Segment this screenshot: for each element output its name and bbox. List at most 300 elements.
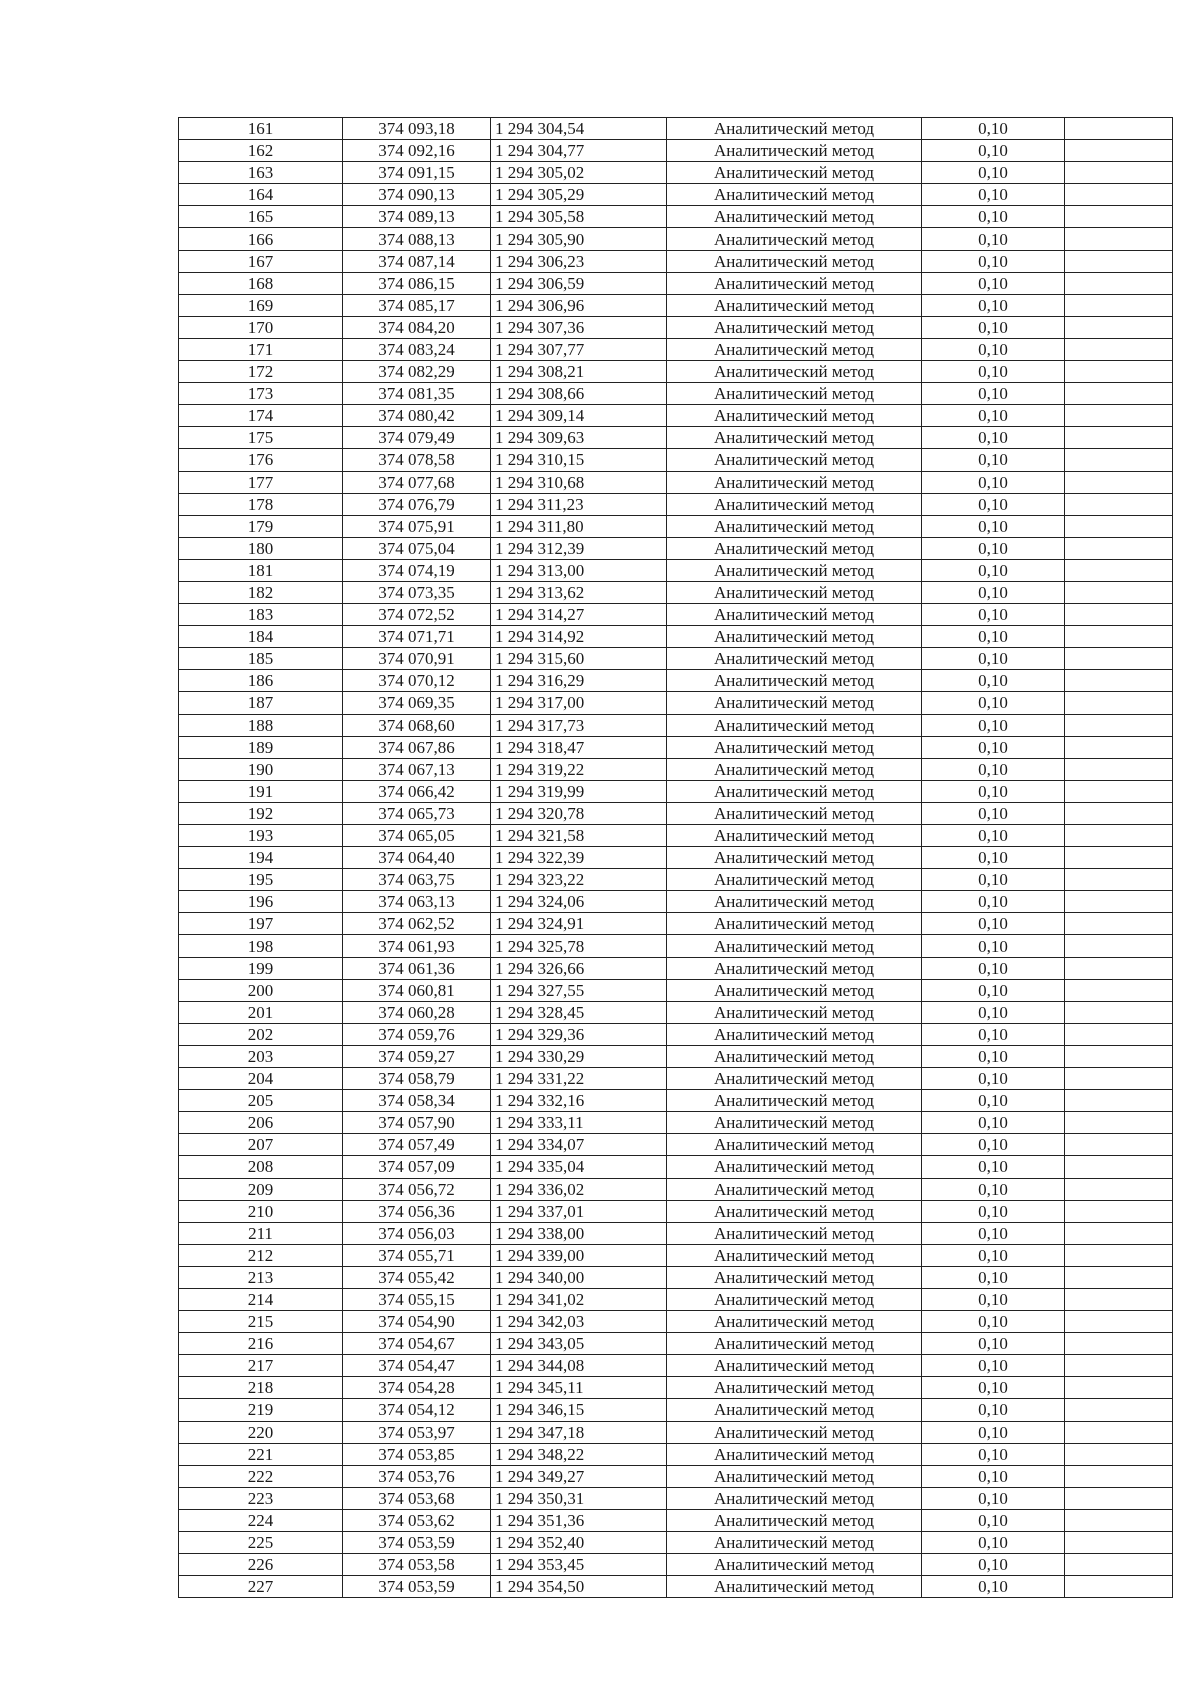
point-number-cell: 171 [179,338,343,360]
y-coordinate-cell: 1 294 347,18 [491,1421,667,1443]
point-number-cell: 222 [179,1465,343,1487]
empty-cell [1065,1532,1173,1554]
table-row [179,604,1173,626]
x-coordinate-cell: 374 063,13 [343,891,491,913]
y-coordinate-cell: 1 294 308,66 [491,383,667,405]
x-coordinate-cell: 374 080,42 [343,405,491,427]
x-coordinate-cell: 374 067,86 [343,736,491,758]
table-row [179,1222,1173,1244]
x-coordinate-cell: 374 054,47 [343,1355,491,1377]
table-row [179,626,1173,648]
point-number-cell: 205 [179,1090,343,1112]
method-cell: Аналитический метод [667,405,922,427]
table-row [179,1134,1173,1156]
y-coordinate-cell: 1 294 310,15 [491,449,667,471]
y-coordinate-cell: 1 294 312,39 [491,537,667,559]
point-number-cell: 190 [179,758,343,780]
table-row [179,427,1173,449]
empty-cell [1065,1266,1173,1288]
x-coordinate-cell: 374 076,79 [343,493,491,515]
point-number-cell: 191 [179,780,343,802]
y-coordinate-cell: 1 294 350,31 [491,1487,667,1509]
point-number-cell: 221 [179,1443,343,1465]
point-number-cell: 202 [179,1023,343,1045]
method-cell: Аналитический метод [667,1443,922,1465]
method-cell: Аналитический метод [667,825,922,847]
table-row [179,1465,1173,1487]
empty-cell [1065,162,1173,184]
point-number-cell: 166 [179,228,343,250]
x-coordinate-cell: 374 065,05 [343,825,491,847]
table-row [179,891,1173,913]
y-coordinate-cell: 1 294 348,22 [491,1443,667,1465]
x-coordinate-cell: 374 057,49 [343,1134,491,1156]
point-number-cell: 161 [179,118,343,140]
table-row [179,1576,1173,1598]
empty-cell [1065,294,1173,316]
error-cell: 0,10 [922,1178,1065,1200]
y-coordinate-cell: 1 294 337,01 [491,1200,667,1222]
point-number-cell: 207 [179,1134,343,1156]
method-cell: Аналитический метод [667,1487,922,1509]
error-cell: 0,10 [922,250,1065,272]
error-cell: 0,10 [922,802,1065,824]
empty-cell [1065,780,1173,802]
point-number-cell: 223 [179,1487,343,1509]
empty-cell [1065,537,1173,559]
y-coordinate-cell: 1 294 319,22 [491,758,667,780]
x-coordinate-cell: 374 053,62 [343,1509,491,1531]
error-cell: 0,10 [922,758,1065,780]
method-cell: Аналитический метод [667,1509,922,1531]
method-cell: Аналитический метод [667,559,922,581]
y-coordinate-cell: 1 294 344,08 [491,1355,667,1377]
y-coordinate-cell: 1 294 307,36 [491,316,667,338]
empty-cell [1065,692,1173,714]
point-number-cell: 212 [179,1244,343,1266]
coordinates-table-body [179,118,1173,1598]
method-cell: Аналитический метод [667,361,922,383]
point-number-cell: 208 [179,1156,343,1178]
table-row [179,1487,1173,1509]
point-number-cell: 165 [179,206,343,228]
x-coordinate-cell: 374 085,17 [343,294,491,316]
method-cell: Аналитический метод [667,1355,922,1377]
point-number-cell: 170 [179,316,343,338]
x-coordinate-cell: 374 053,85 [343,1443,491,1465]
method-cell: Аналитический метод [667,1288,922,1310]
table-row [179,957,1173,979]
method-cell: Аналитический метод [667,1399,922,1421]
empty-cell [1065,493,1173,515]
table-row [179,294,1173,316]
y-coordinate-cell: 1 294 329,36 [491,1023,667,1045]
error-cell: 0,10 [922,581,1065,603]
x-coordinate-cell: 374 059,76 [343,1023,491,1045]
empty-cell [1065,891,1173,913]
empty-cell [1065,1222,1173,1244]
x-coordinate-cell: 374 081,35 [343,383,491,405]
x-coordinate-cell: 374 065,73 [343,802,491,824]
method-cell: Аналитический метод [667,1178,922,1200]
point-number-cell: 189 [179,736,343,758]
error-cell: 0,10 [922,670,1065,692]
x-coordinate-cell: 374 060,81 [343,979,491,1001]
point-number-cell: 177 [179,471,343,493]
method-cell: Аналитический метод [667,118,922,140]
error-cell: 0,10 [922,1112,1065,1134]
method-cell: Аналитический метод [667,1023,922,1045]
y-coordinate-cell: 1 294 324,91 [491,913,667,935]
empty-cell [1065,1576,1173,1598]
y-coordinate-cell: 1 294 333,11 [491,1112,667,1134]
table-row [179,1399,1173,1421]
error-cell: 0,10 [922,559,1065,581]
error-cell: 0,10 [922,1465,1065,1487]
table-row [179,338,1173,360]
method-cell: Аналитический метод [667,604,922,626]
table-row [179,537,1173,559]
y-coordinate-cell: 1 294 342,03 [491,1311,667,1333]
x-coordinate-cell: 374 057,09 [343,1156,491,1178]
x-coordinate-cell: 374 060,28 [343,1001,491,1023]
error-cell: 0,10 [922,1399,1065,1421]
empty-cell [1065,383,1173,405]
method-cell: Аналитический метод [667,1068,922,1090]
method-cell: Аналитический метод [667,758,922,780]
point-number-cell: 179 [179,515,343,537]
x-coordinate-cell: 374 054,28 [343,1377,491,1399]
error-cell: 0,10 [922,1532,1065,1554]
x-coordinate-cell: 374 072,52 [343,604,491,626]
point-number-cell: 218 [179,1377,343,1399]
error-cell: 0,10 [922,714,1065,736]
point-number-cell: 206 [179,1112,343,1134]
y-coordinate-cell: 1 294 317,00 [491,692,667,714]
method-cell: Аналитический метод [667,935,922,957]
y-coordinate-cell: 1 294 332,16 [491,1090,667,1112]
error-cell: 0,10 [922,1200,1065,1222]
error-cell: 0,10 [922,405,1065,427]
y-coordinate-cell: 1 294 315,60 [491,648,667,670]
x-coordinate-cell: 374 070,12 [343,670,491,692]
method-cell: Аналитический метод [667,1134,922,1156]
point-number-cell: 172 [179,361,343,383]
method-cell: Аналитический метод [667,228,922,250]
empty-cell [1065,1090,1173,1112]
x-coordinate-cell: 374 093,18 [343,118,491,140]
point-number-cell: 199 [179,957,343,979]
table-row [179,515,1173,537]
table-row [179,758,1173,780]
x-coordinate-cell: 374 066,42 [343,780,491,802]
x-coordinate-cell: 374 063,75 [343,869,491,891]
point-number-cell: 226 [179,1554,343,1576]
error-cell: 0,10 [922,228,1065,250]
table-row [179,1443,1173,1465]
table-row [179,1244,1173,1266]
error-cell: 0,10 [922,913,1065,935]
table-row [179,361,1173,383]
error-cell: 0,10 [922,1443,1065,1465]
x-coordinate-cell: 374 053,76 [343,1465,491,1487]
y-coordinate-cell: 1 294 306,96 [491,294,667,316]
empty-cell [1065,140,1173,162]
point-number-cell: 167 [179,250,343,272]
error-cell: 0,10 [922,1377,1065,1399]
x-coordinate-cell: 374 075,04 [343,537,491,559]
table-row [179,272,1173,294]
table-row [179,206,1173,228]
empty-cell [1065,1001,1173,1023]
error-cell: 0,10 [922,1487,1065,1509]
point-number-cell: 169 [179,294,343,316]
method-cell: Аналитический метод [667,1200,922,1222]
x-coordinate-cell: 374 092,16 [343,140,491,162]
x-coordinate-cell: 374 084,20 [343,316,491,338]
method-cell: Аналитический метод [667,626,922,648]
point-number-cell: 215 [179,1311,343,1333]
method-cell: Аналитический метод [667,1156,922,1178]
method-cell: Аналитический метод [667,1001,922,1023]
point-number-cell: 184 [179,626,343,648]
empty-cell [1065,869,1173,891]
method-cell: Аналитический метод [667,714,922,736]
table-row [179,670,1173,692]
error-cell: 0,10 [922,1244,1065,1266]
table-row [179,979,1173,1001]
x-coordinate-cell: 374 054,67 [343,1333,491,1355]
x-coordinate-cell: 374 074,19 [343,559,491,581]
y-coordinate-cell: 1 294 314,27 [491,604,667,626]
empty-cell [1065,1112,1173,1134]
y-coordinate-cell: 1 294 322,39 [491,847,667,869]
y-coordinate-cell: 1 294 323,22 [491,869,667,891]
error-cell: 0,10 [922,1023,1065,1045]
y-coordinate-cell: 1 294 319,99 [491,780,667,802]
method-cell: Аналитический метод [667,1554,922,1576]
y-coordinate-cell: 1 294 336,02 [491,1178,667,1200]
table-row [179,692,1173,714]
y-coordinate-cell: 1 294 330,29 [491,1045,667,1067]
empty-cell [1065,316,1173,338]
error-cell: 0,10 [922,1156,1065,1178]
x-coordinate-cell: 374 075,91 [343,515,491,537]
y-coordinate-cell: 1 294 313,00 [491,559,667,581]
method-cell: Аналитический метод [667,272,922,294]
error-cell: 0,10 [922,118,1065,140]
table-row [179,449,1173,471]
y-coordinate-cell: 1 294 304,54 [491,118,667,140]
empty-cell [1065,670,1173,692]
point-number-cell: 211 [179,1222,343,1244]
table-row [179,471,1173,493]
x-coordinate-cell: 374 087,14 [343,250,491,272]
table-row [179,581,1173,603]
x-coordinate-cell: 374 054,90 [343,1311,491,1333]
empty-cell [1065,427,1173,449]
method-cell: Аналитический метод [667,427,922,449]
empty-cell [1065,1509,1173,1531]
method-cell: Аналитический метод [667,162,922,184]
empty-cell [1065,1244,1173,1266]
table-row [179,825,1173,847]
point-number-cell: 220 [179,1421,343,1443]
empty-cell [1065,1134,1173,1156]
empty-cell [1065,979,1173,1001]
empty-cell [1065,1288,1173,1310]
error-cell: 0,10 [922,869,1065,891]
empty-cell [1065,825,1173,847]
method-cell: Аналитический метод [667,780,922,802]
method-cell: Аналитический метод [667,913,922,935]
y-coordinate-cell: 1 294 305,90 [491,228,667,250]
error-cell: 0,10 [922,891,1065,913]
point-number-cell: 185 [179,648,343,670]
error-cell: 0,10 [922,1509,1065,1531]
point-number-cell: 175 [179,427,343,449]
table-row [179,1045,1173,1067]
error-cell: 0,10 [922,935,1065,957]
error-cell: 0,10 [922,294,1065,316]
table-row [179,118,1173,140]
y-coordinate-cell: 1 294 351,36 [491,1509,667,1531]
table-row [179,1178,1173,1200]
error-cell: 0,10 [922,162,1065,184]
method-cell: Аналитический метод [667,891,922,913]
point-number-cell: 210 [179,1200,343,1222]
y-coordinate-cell: 1 294 352,40 [491,1532,667,1554]
point-number-cell: 217 [179,1355,343,1377]
method-cell: Аналитический метод [667,184,922,206]
method-cell: Аналитический метод [667,250,922,272]
empty-cell [1065,515,1173,537]
table-row [179,1421,1173,1443]
method-cell: Аналитический метод [667,869,922,891]
y-coordinate-cell: 1 294 335,04 [491,1156,667,1178]
y-coordinate-cell: 1 294 316,29 [491,670,667,692]
method-cell: Аналитический метод [667,1112,922,1134]
empty-cell [1065,1377,1173,1399]
y-coordinate-cell: 1 294 309,14 [491,405,667,427]
method-cell: Аналитический метод [667,294,922,316]
point-number-cell: 188 [179,714,343,736]
y-coordinate-cell: 1 294 306,23 [491,250,667,272]
x-coordinate-cell: 374 073,35 [343,581,491,603]
method-cell: Аналитический метод [667,493,922,515]
x-coordinate-cell: 374 071,71 [343,626,491,648]
error-cell: 0,10 [922,1554,1065,1576]
point-number-cell: 200 [179,979,343,1001]
y-coordinate-cell: 1 294 321,58 [491,825,667,847]
method-cell: Аналитический метод [667,802,922,824]
empty-cell [1065,1443,1173,1465]
point-number-cell: 194 [179,847,343,869]
x-coordinate-cell: 374 091,15 [343,162,491,184]
table-row [179,140,1173,162]
x-coordinate-cell: 374 077,68 [343,471,491,493]
table-row [179,162,1173,184]
empty-cell [1065,1156,1173,1178]
error-cell: 0,10 [922,338,1065,360]
empty-cell [1065,471,1173,493]
x-coordinate-cell: 374 055,71 [343,1244,491,1266]
error-cell: 0,10 [922,361,1065,383]
point-number-cell: 203 [179,1045,343,1067]
table-row [179,405,1173,427]
point-number-cell: 224 [179,1509,343,1531]
empty-cell [1065,626,1173,648]
method-cell: Аналитический метод [667,1090,922,1112]
point-number-cell: 181 [179,559,343,581]
y-coordinate-cell: 1 294 310,68 [491,471,667,493]
error-cell: 0,10 [922,1266,1065,1288]
error-cell: 0,10 [922,626,1065,648]
table-row [179,1311,1173,1333]
x-coordinate-cell: 374 086,15 [343,272,491,294]
coordinates-table [178,117,1173,1598]
table-row [179,493,1173,515]
table-row [179,913,1173,935]
y-coordinate-cell: 1 294 317,73 [491,714,667,736]
table-row [179,648,1173,670]
method-cell: Аналитический метод [667,316,922,338]
error-cell: 0,10 [922,471,1065,493]
point-number-cell: 196 [179,891,343,913]
method-cell: Аналитический метод [667,1532,922,1554]
y-coordinate-cell: 1 294 327,55 [491,979,667,1001]
table-row [179,802,1173,824]
method-cell: Аналитический метод [667,736,922,758]
empty-cell [1065,1465,1173,1487]
x-coordinate-cell: 374 070,91 [343,648,491,670]
empty-cell [1065,559,1173,581]
x-coordinate-cell: 374 089,13 [343,206,491,228]
point-number-cell: 209 [179,1178,343,1200]
y-coordinate-cell: 1 294 313,62 [491,581,667,603]
error-cell: 0,10 [922,957,1065,979]
point-number-cell: 214 [179,1288,343,1310]
method-cell: Аналитический метод [667,515,922,537]
x-coordinate-cell: 374 078,58 [343,449,491,471]
point-number-cell: 182 [179,581,343,603]
y-coordinate-cell: 1 294 311,80 [491,515,667,537]
y-coordinate-cell: 1 294 326,66 [491,957,667,979]
error-cell: 0,10 [922,1576,1065,1598]
error-cell: 0,10 [922,272,1065,294]
error-cell: 0,10 [922,1068,1065,1090]
point-number-cell: 195 [179,869,343,891]
method-cell: Аналитический метод [667,1333,922,1355]
error-cell: 0,10 [922,1333,1065,1355]
point-number-cell: 183 [179,604,343,626]
table-row [179,1001,1173,1023]
empty-cell [1065,1421,1173,1443]
x-coordinate-cell: 374 079,49 [343,427,491,449]
method-cell: Аналитический метод [667,471,922,493]
method-cell: Аналитический метод [667,648,922,670]
error-cell: 0,10 [922,1355,1065,1377]
table-row [179,1112,1173,1134]
point-number-cell: 174 [179,405,343,427]
method-cell: Аналитический метод [667,1576,922,1598]
y-coordinate-cell: 1 294 324,06 [491,891,667,913]
method-cell: Аналитический метод [667,449,922,471]
error-cell: 0,10 [922,1311,1065,1333]
method-cell: Аналитический метод [667,1045,922,1067]
method-cell: Аналитический метод [667,979,922,1001]
error-cell: 0,10 [922,1090,1065,1112]
